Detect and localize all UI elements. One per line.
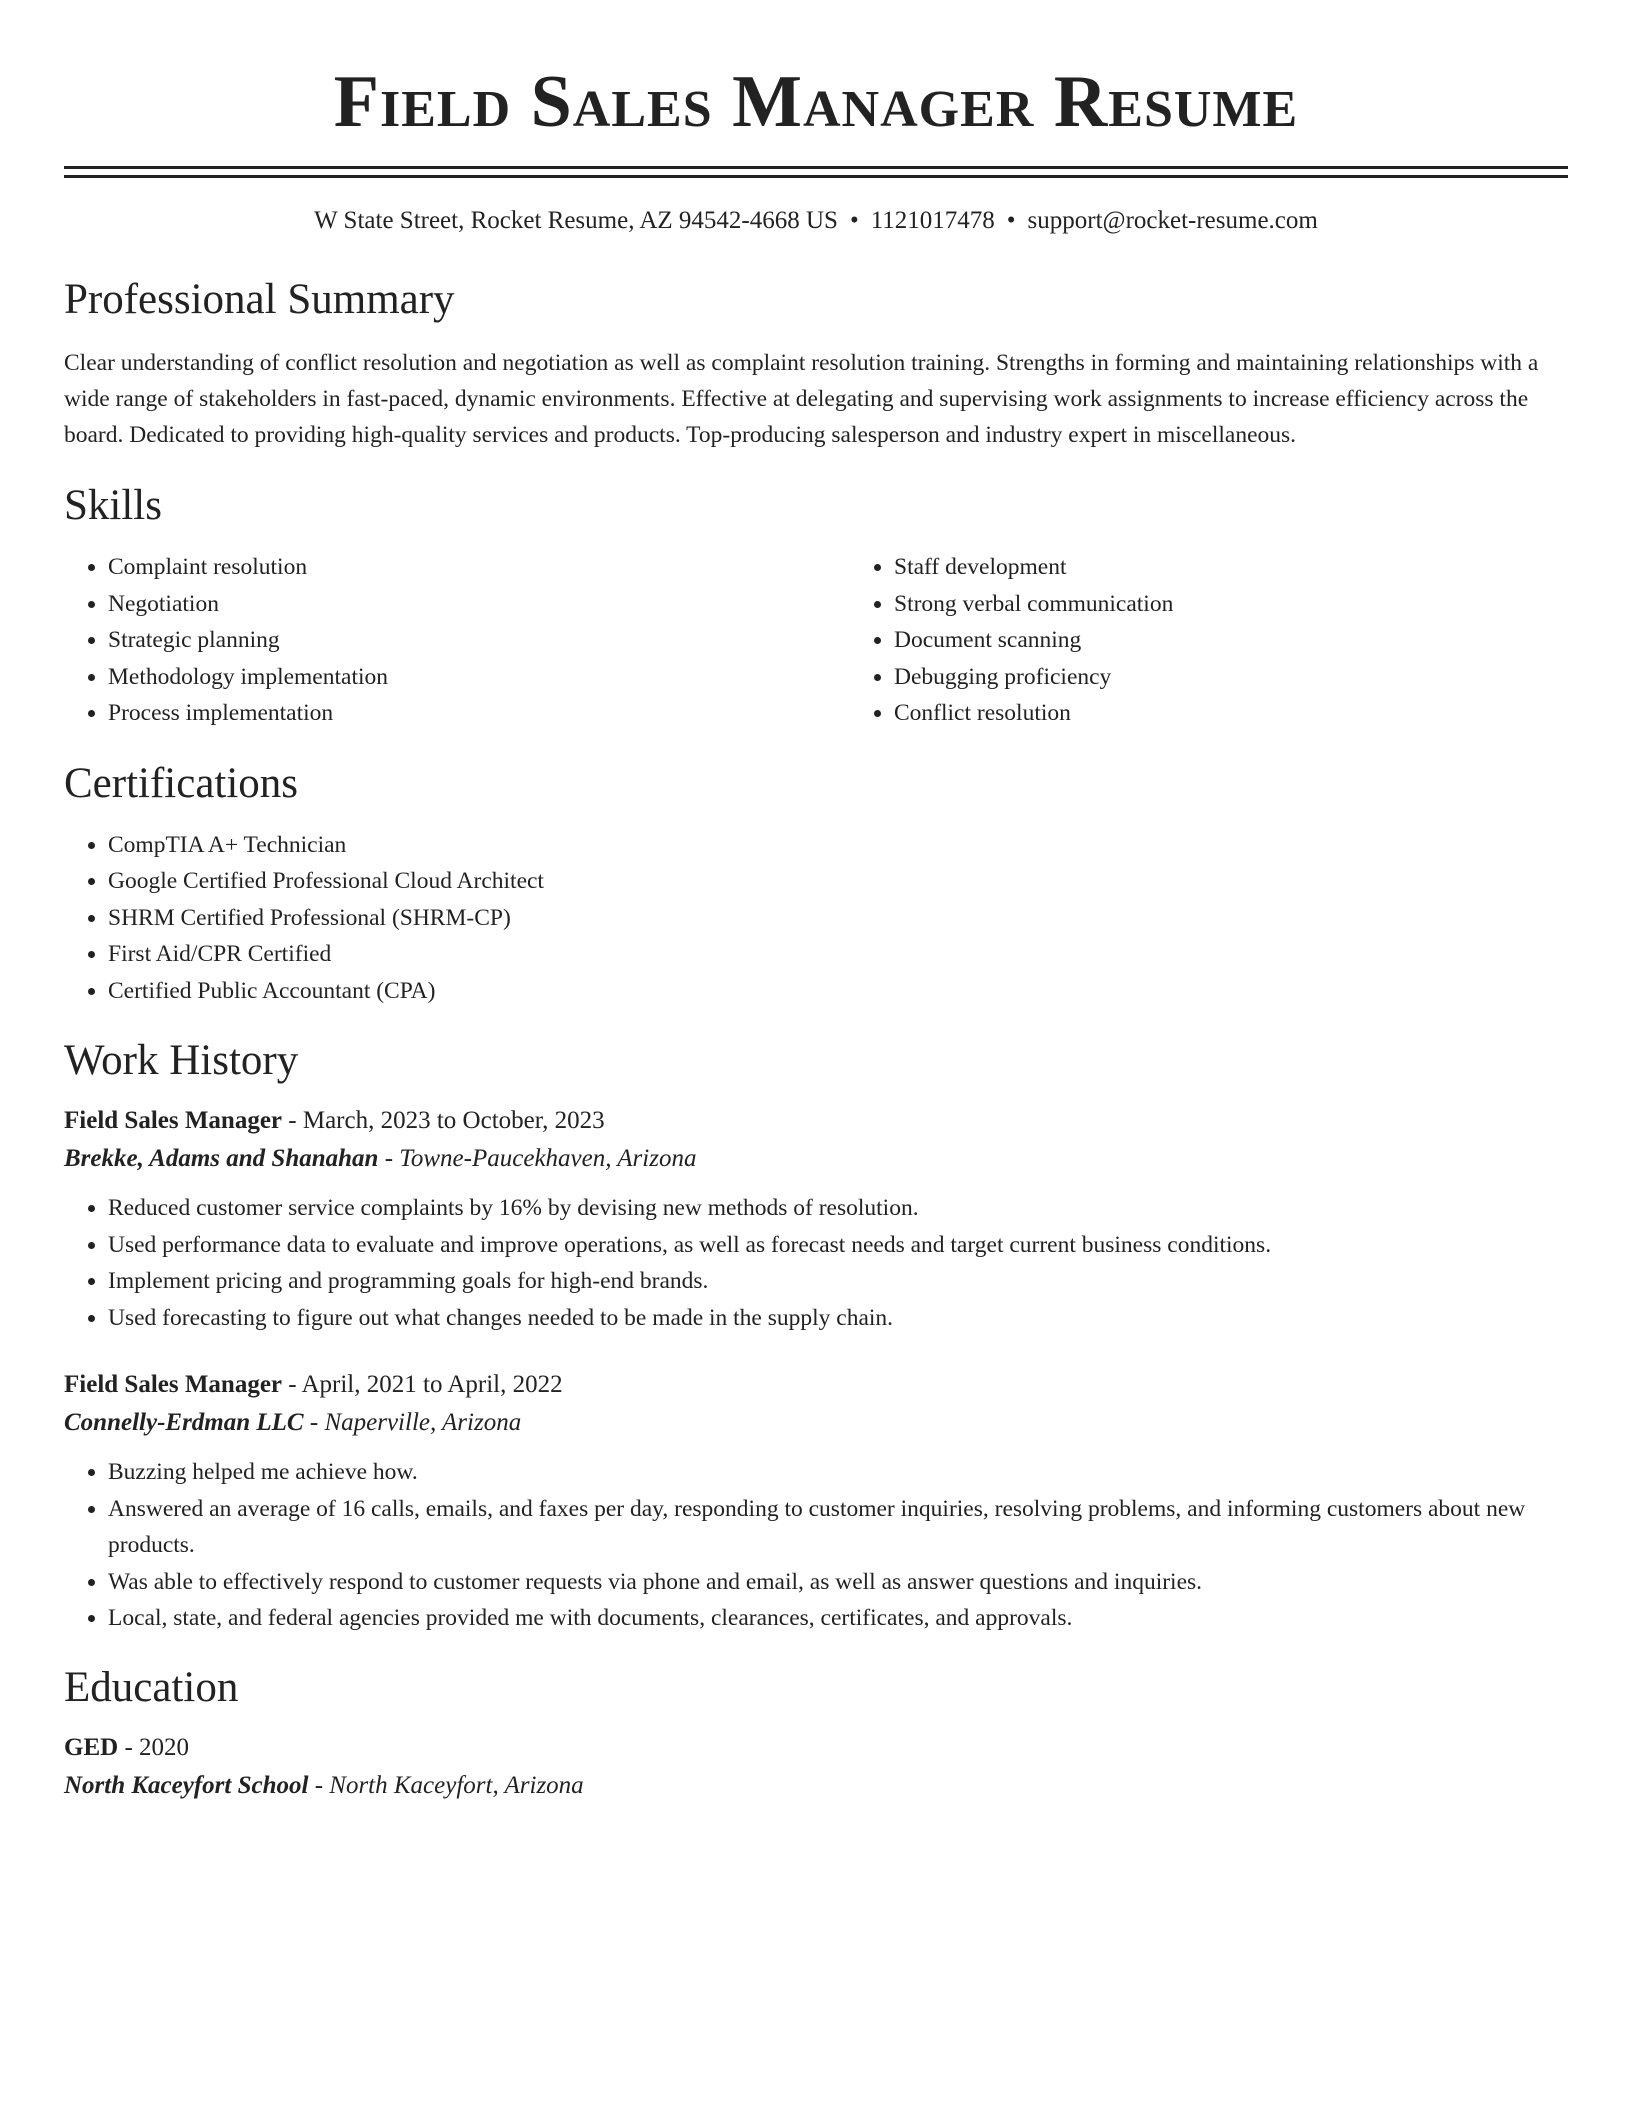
education-degree-line <box>64 1729 1568 1767</box>
contact-separator: • <box>1006 207 1016 234</box>
skill-item: • Debugging proficiency <box>894 659 1632 696</box>
skills-columns <box>64 549 1568 732</box>
job-company: Connelly-Erdman LLC <box>64 1409 304 1436</box>
job-bullet: • Buzzing helped me achieve how. <box>108 1454 1568 1491</box>
contact-line <box>64 205 1568 237</box>
certification-item: • SHRM Certified Professional (SHRM-CP) <box>108 900 1568 937</box>
education-entry <box>64 1729 1568 1805</box>
job-entry <box>64 1102 1568 1336</box>
skill-item: • Methodology implementation <box>108 659 850 696</box>
skills-list-right <box>850 549 1632 732</box>
certification-item: • CompTIA A+ Technician <box>108 827 1568 864</box>
education-location: - North Kaceyfort, Arizona <box>308 1771 584 1799</box>
skill-item: • Complaint resolution <box>108 549 850 586</box>
skills-list-left <box>64 549 850 732</box>
certifications-heading: Certifications <box>64 759 299 807</box>
education-degree: GED <box>64 1733 119 1761</box>
education-heading: Education <box>64 1663 239 1711</box>
contact-separator: • <box>849 207 859 234</box>
job-bullet: • Used performance data to evaluate and improve operations, as well as forecast needs and target current business conditions. <box>108 1227 1568 1264</box>
certifications-list <box>64 827 1568 1010</box>
education-school: North Kaceyfort School <box>64 1771 309 1799</box>
education-year: - 2020 <box>118 1733 190 1761</box>
skill-item: • Staff development <box>894 549 1632 586</box>
job-dates: - March, 2023 to October, 2023 <box>282 1107 605 1134</box>
skill-item: • Strategic planning <box>108 622 850 659</box>
certification-item: • First Aid/CPR Certified <box>108 936 1568 973</box>
certification-item: • Certified Public Accountant (CPA) <box>108 973 1568 1010</box>
contact-phone: 1121017478 <box>870 207 995 234</box>
skill-item: • Strong verbal communication <box>894 586 1632 623</box>
job-bullet: • Used forecasting to figure out what changes needed to be made in the supply chain. <box>108 1300 1568 1337</box>
work-history-heading: Work History <box>64 1037 299 1084</box>
skill-item: • Process implementation <box>108 695 850 732</box>
job-entry <box>64 1366 1568 1637</box>
job-bullets <box>64 1454 1568 1637</box>
title-double-rule <box>64 166 1568 178</box>
job-role: Field Sales Manager <box>64 1107 283 1134</box>
job-bullet: • Reduced customer service complaints by 16% by devising new methods of resolution. <box>108 1190 1568 1227</box>
job-role: Field Sales Manager <box>64 1371 283 1398</box>
job-company-line <box>64 1140 1568 1178</box>
resume-title: Field Sales Manager Resume <box>333 61 1299 143</box>
job-company-line <box>64 1404 1568 1442</box>
contact-email[interactable]: support@rocket-resume.com <box>1027 207 1318 234</box>
certification-item: • Google Certified Professional Cloud Architect <box>108 863 1568 900</box>
job-bullet: • Implement pricing and programming goals for high-end brands. <box>108 1263 1568 1300</box>
contact-address: W State Street, Rocket Resume, AZ 94542-4668 US <box>314 207 838 234</box>
job-dates: - April, 2021 to April, 2022 <box>282 1371 563 1398</box>
summary-text: Clear understanding of conflict resolution and negotiation as well as complaint resolution training. Strengths in forming and maintaining relationships with a wide range of stakeholders in fast-paced, dynamic environments. Effective at delegating and supervising work assignments to increase efficiency across the board. Dedicated to providing high-quality services and products. Top-producing salesperson and industry expert in miscellaneous. <box>64 350 1539 448</box>
job-bullet: • Local, state, and federal agencies provided me with documents, clearances, certificates, and approvals. <box>108 1600 1568 1637</box>
job-company: Brekke, Adams and Shanahan <box>64 1145 379 1172</box>
job-bullet: • Was able to effectively respond to customer requests via phone and email, as well as answer questions and inquiries. <box>108 1564 1568 1601</box>
summary-heading: Professional Summary <box>64 276 455 323</box>
skill-item: • Conflict resolution <box>894 695 1632 732</box>
skill-item: • Negotiation <box>108 586 850 623</box>
skill-item: • Document scanning <box>894 622 1632 659</box>
skills-heading: Skills <box>64 482 162 529</box>
job-location: - Towne-Paucekhaven, Arizona <box>378 1145 697 1172</box>
education-school-line <box>64 1767 1568 1805</box>
job-title-line <box>64 1102 1568 1140</box>
job-title-line <box>64 1366 1568 1404</box>
job-bullet: • Answered an average of 16 calls, emails, and faxes per day, responding to customer inquiries, resolving problems, and informing customers about new products. <box>108 1491 1568 1564</box>
job-bullets <box>64 1190 1568 1336</box>
job-location: - Naperville, Arizona <box>303 1409 522 1436</box>
